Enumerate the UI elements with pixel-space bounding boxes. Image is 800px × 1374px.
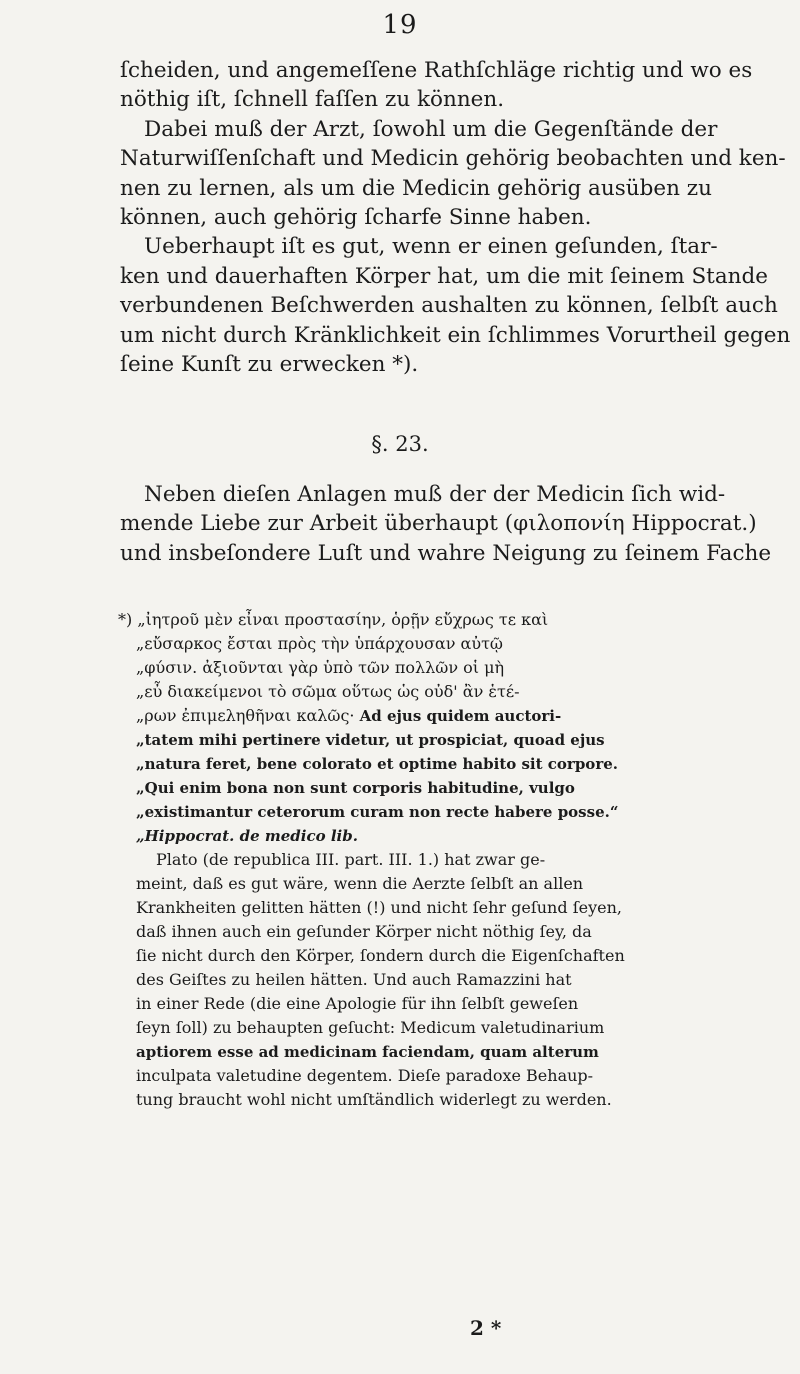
second-paragraph bbox=[120, 480, 772, 568]
footnote-line: „Qui enim bona non sunt corporis habitudine, vulgo bbox=[136, 779, 575, 797]
footnote-greek-tail: „ρων ἐπιμεληθῆναι καλῶς· bbox=[136, 706, 355, 725]
text-line: nen zu lernen, als um die Medicin gehörig ausüben zu bbox=[120, 175, 712, 201]
footnote-line: in einer Rede (die eine Apologie für ihn ſelbſt geweſen bbox=[136, 994, 579, 1013]
main-paragraph bbox=[120, 56, 791, 379]
text-line: Dabei muß der Arzt, ſowohl um die Gegenſtände der bbox=[144, 116, 718, 142]
page-number: 19 bbox=[382, 10, 418, 40]
footnote-line: inculpata valetudine degentem. Dieſe paradoxe Behaup- bbox=[136, 1066, 594, 1085]
footnote-line bbox=[118, 704, 678, 728]
text-line: ken und dauerhaften Körper hat, um die mit ſeinem Stande bbox=[120, 263, 768, 289]
footnote-line: meint, daß es gut wäre, wenn die Aerzte ſelbſt an allen bbox=[136, 874, 584, 893]
footnote-line: *) „ἰητροῦ μὲν εἶναι προστασίην, ὁρῇν εὔχρως τε καὶ bbox=[118, 610, 549, 629]
footnote-citation: „Hippocrat. de medico lib. bbox=[136, 827, 358, 845]
text-line: ſcheiden, und angemeſſene Rathſchläge richtig und wo es bbox=[120, 58, 753, 83]
text-line: Naturwiſſenſchaft und Medicin gehörig beobachten und ken- bbox=[120, 146, 786, 172]
catchword: 2 * bbox=[470, 1316, 502, 1340]
section-heading: §. 23. bbox=[371, 432, 429, 456]
text-line: Neben dieſen Anlagen muß der der Medicin ſich wid- bbox=[144, 482, 726, 507]
footnote-line: ſeyn ſoll) zu behaupten geſucht: Medicum valetudinarium bbox=[136, 1018, 605, 1037]
footnote-line: „φύσιν. ἀξιοῦνται γὰρ ὑπὸ τῶν πολλῶν οἱ μὴ bbox=[136, 658, 505, 677]
text-line: nöthig iſt, ſchnell faſſen zu können. bbox=[120, 87, 505, 113]
text-line: verbundenen Beſchwerden aushalten zu können, ſelbſt auch bbox=[120, 293, 778, 319]
footnote-line: Plato (de republica III. part. III. 1.) hat zwar ge- bbox=[156, 850, 546, 869]
footnote-line: Krankheiten gelitten hätten (!) und nicht ſehr geſund ſeyen, bbox=[136, 898, 622, 917]
text-line: mende Liebe zur Arbeit überhaupt (φιλοπονίη Hippocrat.) bbox=[120, 511, 757, 537]
footnote bbox=[118, 608, 678, 1112]
footnote-line: „existimantur ceterorum curam non recte habere posse.“ bbox=[136, 803, 619, 821]
text-line: Ueberhaupt iſt es gut, wenn er einen geſunden, ſtar- bbox=[144, 234, 718, 260]
footnote-line: aptiorem esse ad medicinam faciendam, quam alterum bbox=[136, 1043, 599, 1061]
footnote-line: daß ihnen auch ein geſunder Körper nicht nöthig ſey, da bbox=[136, 922, 592, 941]
text-line: und insbeſondere Luſt und wahre Neigung zu ſeinem Fache bbox=[120, 540, 772, 566]
footnote-line: „εὖ διακείμενοι τὸ σῶμα οὕτως ὡς οὐδ' ἂν ἑτέ- bbox=[136, 682, 520, 701]
text-line: um nicht durch Kränklichkeit ein ſchlimmes Vorurtheil gegen bbox=[120, 322, 791, 348]
footnote-line: „εὔσαρκος ἔσται πρὸς τὴν ὑπάρχουσαν αὐτῷ bbox=[136, 634, 503, 653]
footnote-line: ſie nicht durch den Körper, ſondern durch die Eigenſchaften bbox=[136, 946, 625, 965]
footnote-line: des Geiſtes zu heilen hätten. Und auch Ramazzini hat bbox=[136, 970, 572, 989]
footnote-line: „tatem mihi pertinere videtur, ut prospiciat, quoad ejus bbox=[136, 731, 605, 749]
text-line: können, auch gehörig ſcharfe Sinne haben. bbox=[120, 205, 592, 231]
footnote-line: „natura feret, bene colorato et optime habito sit corpore. bbox=[136, 755, 618, 773]
text-line: ſeine Kunſt zu erwecken *). bbox=[120, 352, 419, 378]
footnote-latin-start: Ad ejus quidem auctori- bbox=[359, 707, 562, 725]
footnote-line: tung braucht wohl nicht umſtändlich widerlegt zu werden. bbox=[136, 1090, 612, 1109]
